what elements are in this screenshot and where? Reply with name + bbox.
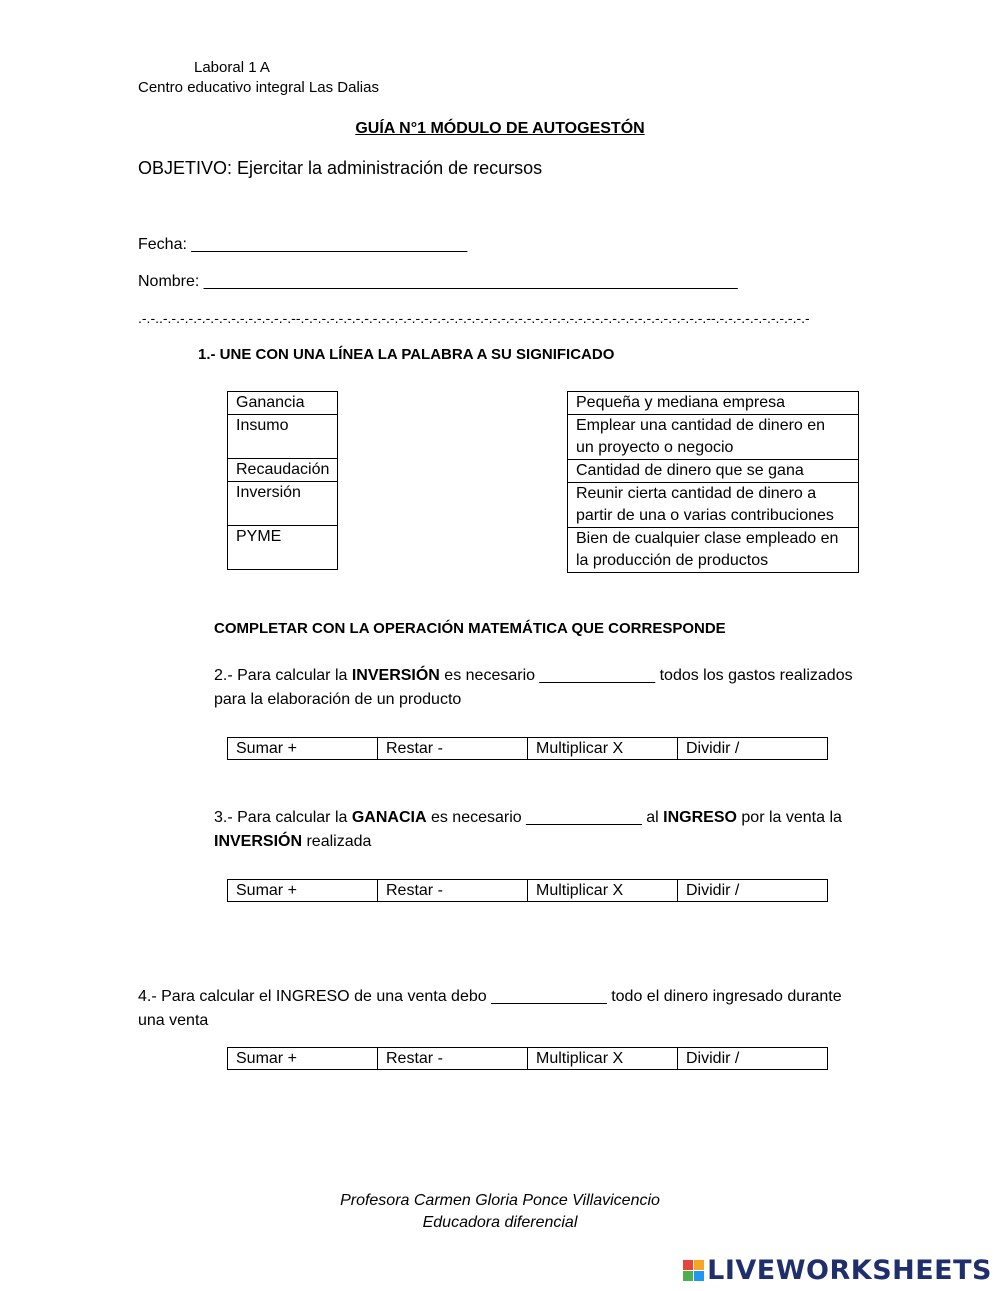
meaning-line: un proyecto o negocio [576,439,734,456]
meaning-cell[interactable] [568,460,859,483]
date-field[interactable]: Fecha: _______________________________ [138,236,468,253]
meaning-line: Reunir cierta cantidad de dinero a [576,485,817,502]
q3-keyword: INGRESO [663,809,737,826]
q3-text: por la venta la [736,809,842,826]
meaning-line: Pequeña y mediana empresa [576,394,786,411]
q3-keyword: INVERSIÓN [214,833,303,850]
operations-table-q3 [227,879,828,902]
q2-keyword: INVERSIÓN [351,667,440,684]
q4-text: una venta [138,1012,209,1029]
meaning-cell[interactable] [568,483,859,528]
option-dividir[interactable]: Dividir / [678,1048,828,1070]
logo-square [694,1260,704,1270]
page-title: GUÍA N°1 MÓDULO DE AUTOGESTÓN [355,120,645,137]
question-2 [214,664,874,712]
meaning-line: Cantidad de dinero que se gana [576,462,804,479]
q3-text: realizada [302,833,372,850]
meaning-cell[interactable] [568,528,859,573]
objective-text: OBJETIVO: Ejercitar la administración de recursos [138,158,543,178]
option-sumar[interactable]: Sumar + [228,880,378,902]
word-cell[interactable]: PYME [228,526,338,570]
option-multiplicar[interactable]: Multiplicar X [528,880,678,902]
meaning-line: la producción de productos [576,552,769,569]
name-field[interactable]: Nombre: ____________________________________________________________ [138,273,738,290]
q3-text: es necesario _____________ al [426,809,664,826]
q2-text: 2.- Para calcular la [214,667,352,684]
logo-square [683,1260,693,1270]
word-cell[interactable]: Recaudación [228,459,338,482]
logo-square [694,1271,704,1281]
q3-text: 3.- Para calcular la [214,809,352,826]
option-restar[interactable]: Restar - [378,1048,528,1070]
option-dividir[interactable]: Dividir / [678,738,828,760]
section1-heading: 1.- UNE CON UNA LÍNEA LA PALABRA A SU SIGNIFICADO [198,346,615,363]
word-cell[interactable]: Insumo [228,415,338,459]
course-label: Laboral 1 A [194,59,270,76]
option-restar[interactable]: Restar - [378,738,528,760]
q4-text: 4.- Para calcular el INGRESO de una venta debo _____________ todo el dinero ingresado durante [138,988,842,1005]
teacher-role: Educadora diferencial [422,1214,578,1231]
q2-text: para la elaboración de un producto [214,691,462,708]
liveworksheets-logo [683,1255,992,1286]
operations-table-q4 [227,1047,828,1070]
meaning-line: Bien de cualquier clase empleado en [576,530,839,547]
option-restar[interactable]: Restar - [378,880,528,902]
meaning-cell[interactable] [568,415,859,460]
meaning-line: partir de una o varias contribuciones [576,507,834,524]
option-multiplicar[interactable]: Multiplicar X [528,1048,678,1070]
words-table [227,391,338,570]
teacher-name: Profesora Carmen Gloria Ponce Villavicencio [340,1192,660,1209]
option-dividir[interactable]: Dividir / [678,880,828,902]
question-4 [138,985,878,1033]
meaning-line: Emplear una cantidad de dinero en [576,417,826,434]
meanings-table [567,391,859,573]
logo-text: LIVEWORKSHEETS [707,1255,992,1286]
logo-square [683,1271,693,1281]
word-cell[interactable]: Inversión [228,482,338,526]
question-3 [214,806,874,854]
q3-keyword: GANACIA [351,809,427,826]
school-name: Centro educativo integral Las Dalias [138,79,379,96]
word-cell[interactable]: Ganancia [228,392,338,415]
option-multiplicar[interactable]: Multiplicar X [528,738,678,760]
divider-line: .-.-..-.-.-.-.-.-.-.-.-.-.-.-.-.-.-.--.-.-.-.-.-.-.-.-.-.-.-.-.-.-.-.-.-.-.-.-.-.-.-.-.-.-.-.-.-.-.-.-.-.-.-.-.-.-.-.-.-.-.-.-.-.-.-.--.-.-.-.-.-.-.-.-.-.-.- [138,310,810,326]
section2-heading: COMPLETAR CON LA OPERACIÓN MATEMÁTICA QUE CORRESPONDE [214,620,726,637]
option-sumar[interactable]: Sumar + [228,1048,378,1070]
option-sumar[interactable]: Sumar + [228,738,378,760]
logo-mark-icon [683,1260,704,1281]
q2-text: es necesario _____________ todos los gastos realizados [439,667,853,684]
operations-table-q2 [227,737,828,760]
meaning-cell[interactable] [568,392,859,415]
